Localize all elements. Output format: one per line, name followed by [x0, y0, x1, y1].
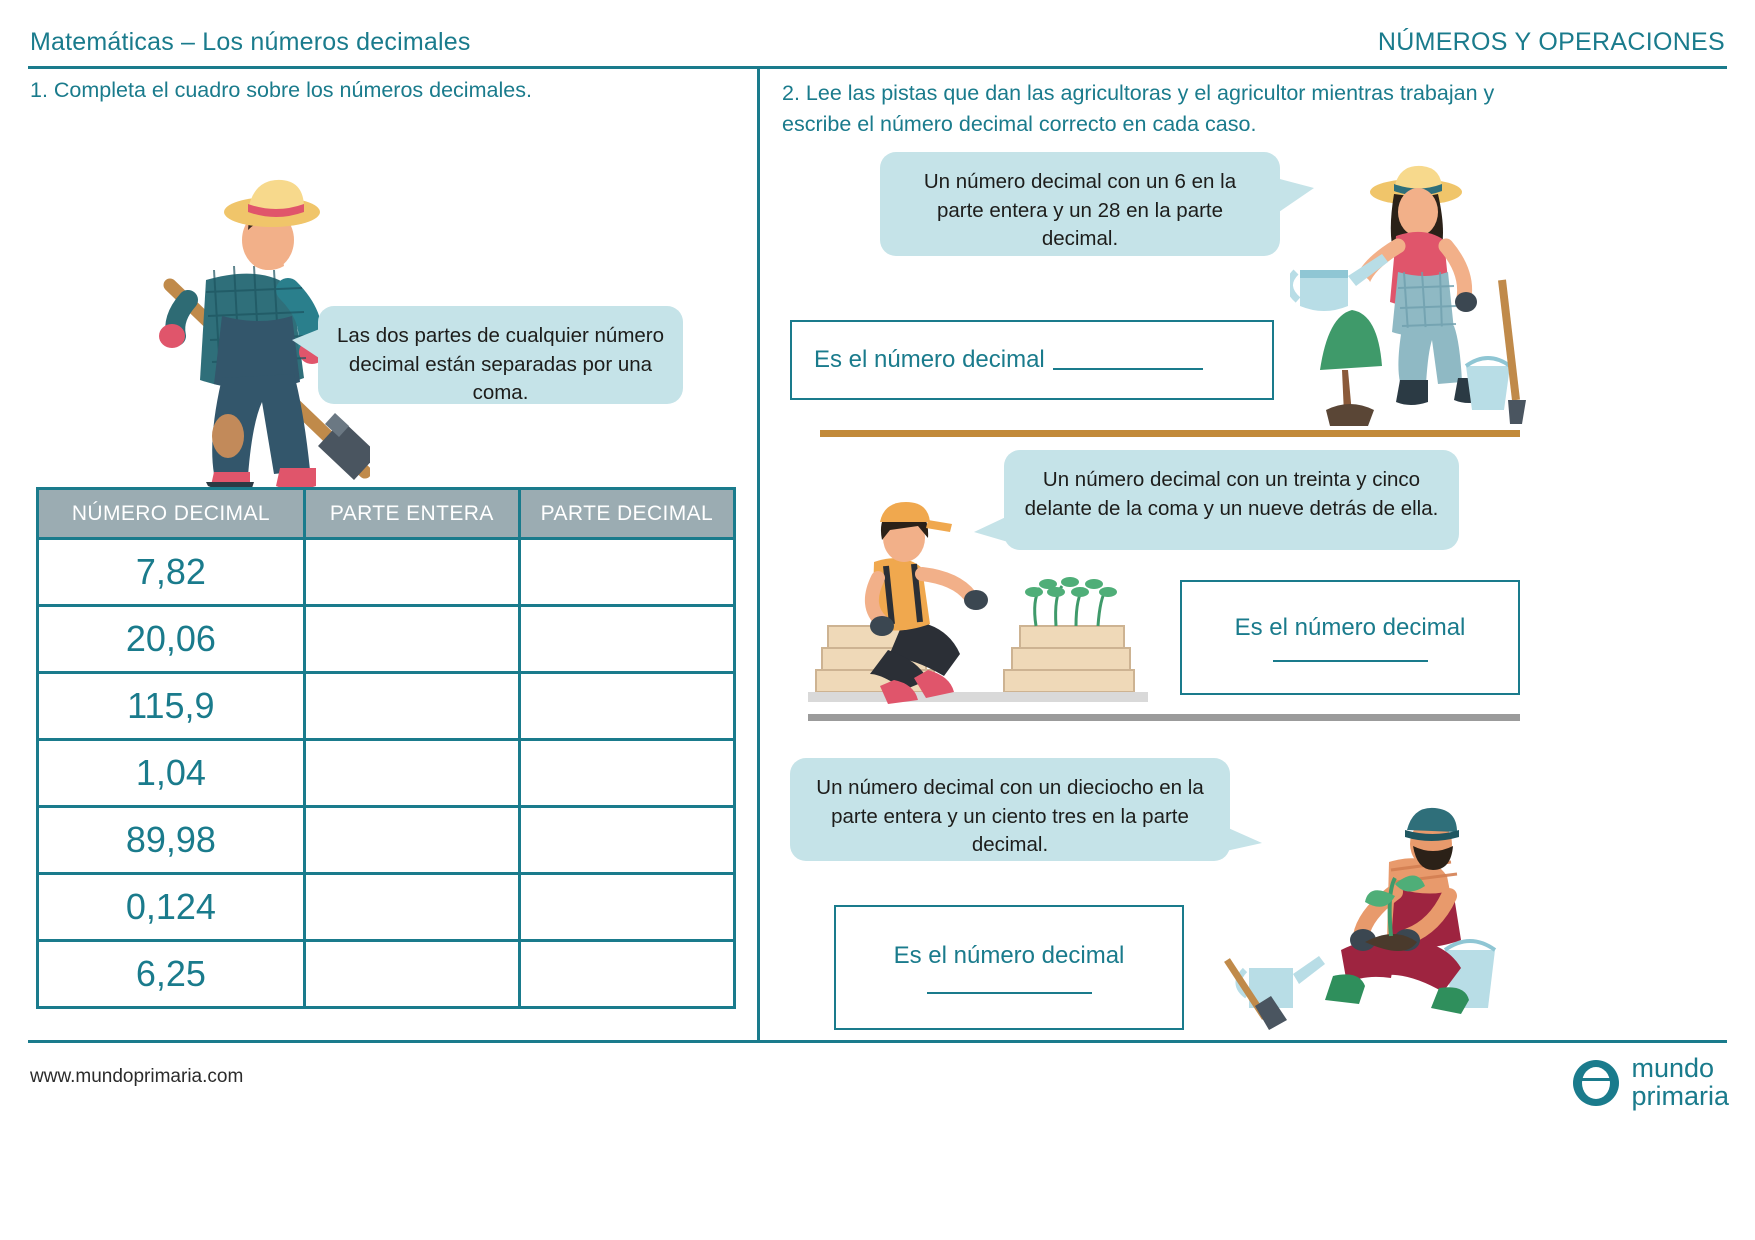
column-header-parte-decimal: PARTE DECIMAL: [519, 489, 734, 539]
table-row: [38, 941, 735, 1008]
exercise1-instruction: 1. Completa el cuadro sobre los números decimales.: [30, 78, 532, 102]
cell-parte-entera[interactable]: [304, 539, 519, 606]
cell-parte-decimal[interactable]: [519, 539, 734, 606]
brand-name: [1631, 1055, 1729, 1110]
footer-divider: [28, 1040, 1727, 1043]
exercise1-speech-bubble: [318, 306, 683, 404]
farmer-watering-illustration: [1290, 160, 1530, 435]
cell-numero-decimal: 89,98: [38, 807, 305, 874]
footer-url[interactable]: www.mundoprimaria.com: [30, 1066, 244, 1087]
farmer-sitting-illustration: [808, 500, 1158, 715]
cell-parte-entera[interactable]: [304, 673, 519, 740]
brand-logo-group: [1573, 1055, 1729, 1110]
column-divider: [757, 68, 760, 1040]
cell-numero-decimal: 115,9: [38, 673, 305, 740]
answer-blank-3[interactable]: [927, 992, 1092, 994]
farmer-digging-illustration: [110, 120, 370, 490]
ground-line-1: [820, 430, 1520, 437]
answer-label-2: Es el número decimal: [1234, 613, 1466, 641]
cell-parte-entera[interactable]: [304, 606, 519, 673]
cell-parte-decimal[interactable]: [519, 874, 734, 941]
cell-numero-decimal: 7,82: [38, 539, 305, 606]
clue-text-1: Un número decimal con un 6 en la parte entera y un 28 en la parte decimal.: [923, 170, 1237, 251]
cell-parte-entera[interactable]: [304, 740, 519, 807]
brand-name-line1: mundo: [1631, 1053, 1715, 1083]
table-row: [38, 606, 735, 673]
cell-numero-decimal: 0,124: [38, 874, 305, 941]
cell-parte-decimal[interactable]: [519, 740, 734, 807]
answer-label-1: Es el número decimal: [814, 346, 1045, 373]
page-title: Matemáticas – Los números decimales: [30, 27, 471, 56]
cell-parte-entera[interactable]: [304, 807, 519, 874]
cell-parte-decimal[interactable]: [519, 673, 734, 740]
cell-parte-entera[interactable]: [304, 941, 519, 1008]
column-header-numero-decimal: NÚMERO DECIMAL: [38, 489, 305, 539]
cell-parte-entera[interactable]: [304, 874, 519, 941]
brand-name-line2: primaria: [1631, 1080, 1729, 1111]
ground-line-2: [808, 714, 1520, 721]
cell-parte-decimal[interactable]: [519, 606, 734, 673]
header-divider: [28, 66, 1727, 69]
cell-numero-decimal: 20,06: [38, 606, 305, 673]
answer-field-2[interactable]: [1180, 580, 1520, 695]
cell-numero-decimal: 6,25: [38, 941, 305, 1008]
clue-text-3: Un número decimal con un dieciocho en la parte entera y un ciento tres en la parte decimal.: [816, 776, 1204, 857]
answer-label-3: Es el número decimal: [893, 941, 1125, 969]
clue-text-2: Un número decimal con un treinta y cinco delante de la coma y un nueve detrás de ella.: [1024, 468, 1439, 520]
answer-blank-1[interactable]: [1053, 350, 1203, 370]
table-row: [38, 807, 735, 874]
answer-blank-2[interactable]: [1273, 660, 1428, 662]
answer-field-3[interactable]: [834, 905, 1184, 1030]
page-header: [30, 22, 1725, 62]
table-row: [38, 740, 735, 807]
table-row: [38, 673, 735, 740]
table-row: [38, 539, 735, 606]
cell-parte-decimal[interactable]: [519, 941, 734, 1008]
exercise2-instruction: 2. Lee las pistas que dan las agricultoras y el agricultor mientras trabajan y escribe el número decimal correcto en cada caso.: [782, 81, 1495, 137]
decimal-numbers-table: [36, 487, 736, 1009]
exercise2-clue-bubble-3: [790, 758, 1230, 861]
table-row: [38, 874, 735, 941]
cell-numero-decimal: 1,04: [38, 740, 305, 807]
answer-field-1[interactable]: [790, 320, 1274, 400]
farmer-planting-illustration: [1215, 800, 1525, 1040]
column-header-parte-entera: PARTE ENTERA: [304, 489, 519, 539]
exercise1-bubble-text: Las dos partes de cualquier número decimal están separadas por una coma.: [336, 324, 665, 405]
page-section-title: NÚMEROS Y OPERACIONES: [1377, 27, 1725, 56]
cell-parte-decimal[interactable]: [519, 807, 734, 874]
exercise2-clue-bubble-1: [880, 152, 1280, 256]
globe-icon: [1573, 1060, 1619, 1106]
table-header-row: [38, 489, 735, 539]
